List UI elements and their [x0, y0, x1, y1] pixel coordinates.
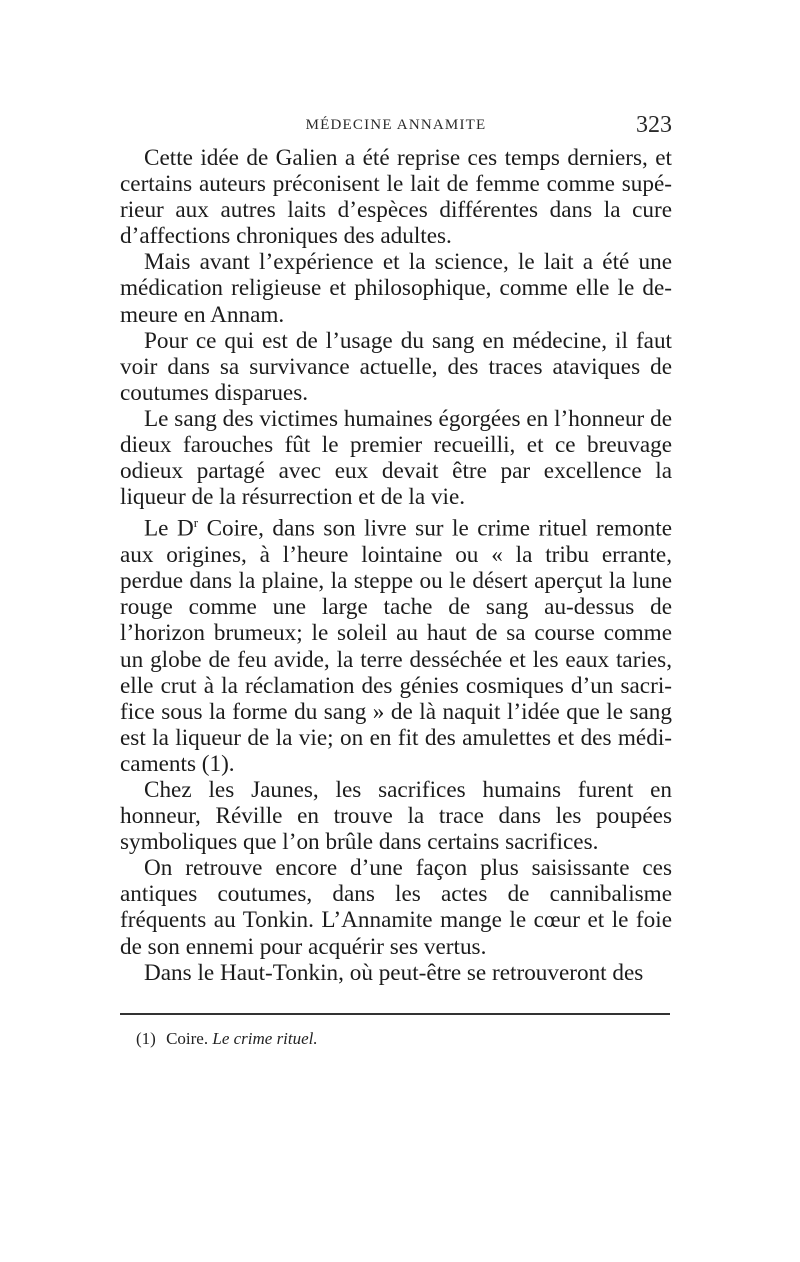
coire-text: Coire, dans son livre sur le crime rituel remonte aux origines, à l’heure lointaine ou « la tribu errante, perdue dans la plaine, la steppe ou le désert aperçut la lune rouge comme une large tache de sang au-dessus de l’horizon brumeux; le soleil au haut de sa course comme un globe de feu avide, la terre desséchée et les eaux taries, elle crut à la réclamation des génies cosmiques d’un sacrifice sous la forme du sang » de là naquit l’idée que le sang est la liqueur de la vie; on en fit des amulettes et des médicaments (1).	[120, 516, 672, 777]
footnote-divider	[120, 1013, 670, 1015]
footnote-author: Coire.	[166, 1029, 209, 1048]
body-text	[120, 145, 672, 986]
footnote-mark: (1)	[136, 1029, 156, 1048]
paragraph-jaunes: Chez les Jaunes, les sacrifices humains furent en honneur, Réville en trouve la trace dans les poupées symboliques que l’on brûle dans certains sacrifices.	[120, 776, 672, 856]
paragraph-coire	[120, 510, 672, 777]
footnote	[136, 1028, 670, 1050]
running-title: MÉDECINE ANNAMITE	[305, 117, 487, 133]
footnote-title: Le crime rituel.	[212, 1029, 318, 1048]
paragraph-galien: Cette idée de Galien a été reprise ces temps derniers, et certains auteurs préconisent le lait de femme comme supérieur aux autres laits d’espèces différentes dans la cure d’affections chroniques des adultes.	[120, 145, 672, 250]
coire-prefix: Le D	[144, 516, 194, 543]
page-number: 323	[636, 112, 672, 138]
coire-superscript: r	[193, 515, 199, 531]
paragraph-haut-tonkin: Dans le Haut-Tonkin, où peut-être se retrouveront des	[144, 959, 644, 986]
paragraph-usage-sang: Pour ce qui est de l’usage du sang en médecine, il faut voir dans sa survivance actuelle, des traces ataviques de coutumes disparues.	[120, 327, 672, 406]
paragraph-victimes: Le sang des victimes humaines égorgées en l’honneur de dieux farouches fût le premier recueilli, et ce breuvage odieux partagé avec eux devait être par excellence la liqueur de la résurrection et de la vie.	[120, 405, 672, 511]
paragraph-lait-medication: Mais avant l’expérience et la science, le lait a été une médication religieuse et philosophique, comme elle le demeure en Annam.	[120, 249, 672, 328]
paragraph-cannibalisme: On retrouve encore d’une façon plus saisissante ces antiques coutumes, dans les actes de cannibalisme fréquents au Tonkin. L’Annamite mange le cœur et le foie de son ennemi pour acquérir ses vertus.	[120, 855, 672, 960]
running-head	[120, 112, 672, 141]
